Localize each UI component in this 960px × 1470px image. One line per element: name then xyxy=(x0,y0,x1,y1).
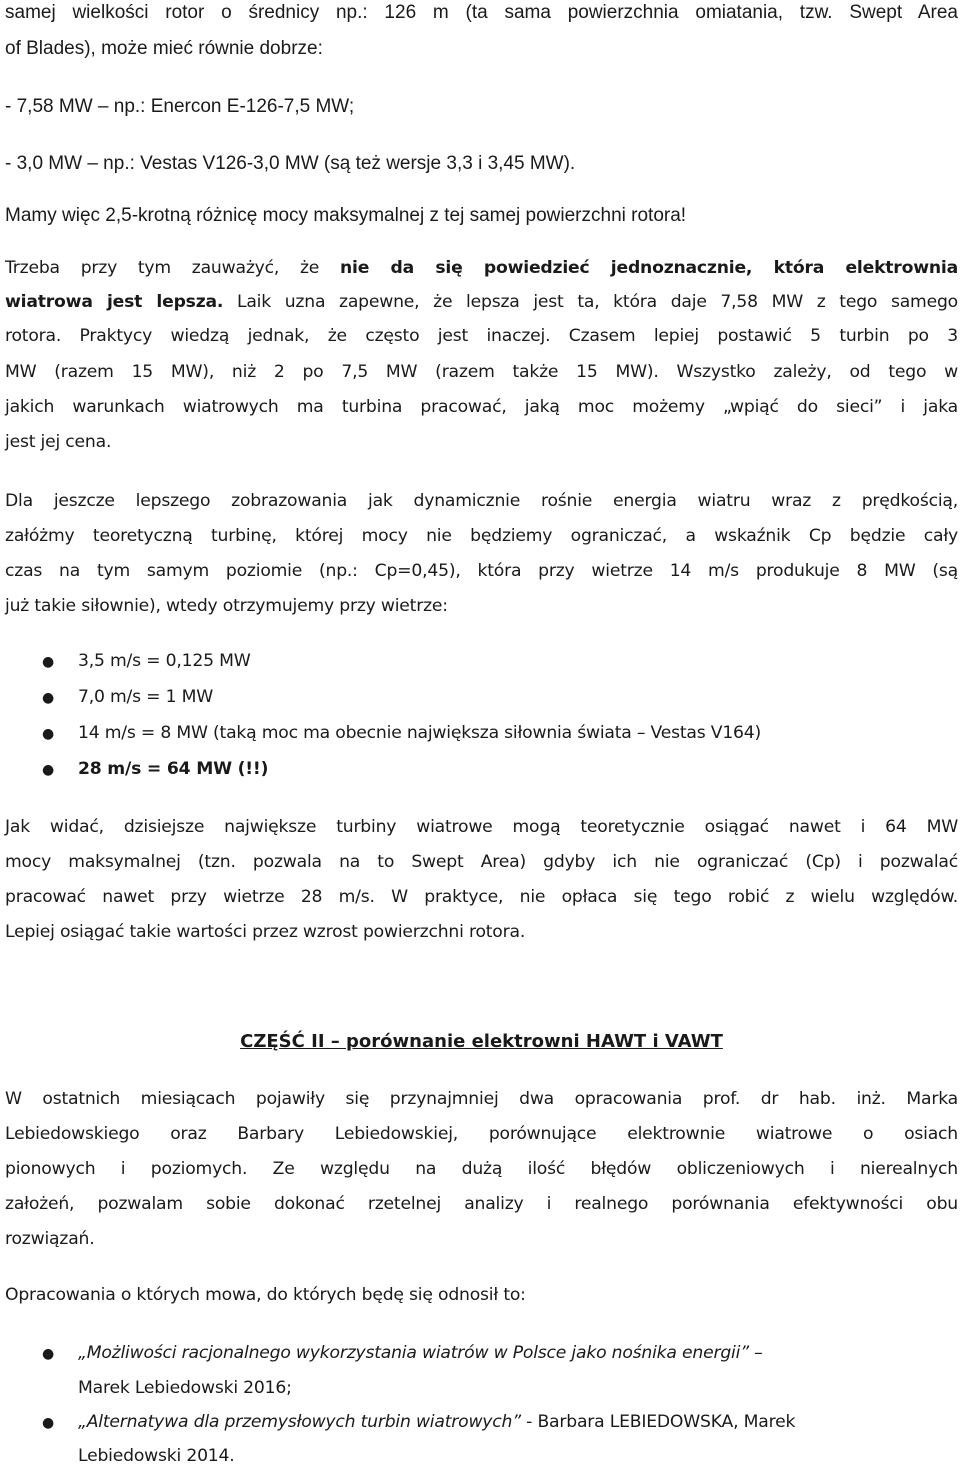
paragraph-line: rotora. Praktycy wiedzą jednak, że często jest inaczej. Czasem lepiej postawić 5 turbin po 3 xyxy=(5,326,958,346)
reference-item-line2: Lebiedowski 2014. xyxy=(78,1446,235,1466)
paragraph-line: Opracowania o których mowa, do których będę się odnosił to: xyxy=(5,1285,526,1305)
text-line: samej wielkości rotor o średnicy np.: 126 m (ta sama powierzchnia omiatania, tzw. Swept Area xyxy=(5,2,958,23)
paragraph-line: W ostatnich miesiącach pojawiły się przynajmniej dwa opracowania prof. dr hab. inż. Marka xyxy=(5,1089,958,1109)
list-item: 28 m/s = 64 MW (!!) xyxy=(78,759,269,779)
paragraph-line: pracować nawet przy wietrze 28 m/s. W praktyce, nie opłaca się tego robić z wielu względów. xyxy=(5,887,958,907)
reference-item-line2: Marek Lebiedowski 2016; xyxy=(78,1378,292,1398)
reference-title: „Możliwości racjonalnego wykorzystania wiatrów w Polsce jako nośnika energii” xyxy=(78,1343,749,1363)
reference-item xyxy=(78,1343,763,1363)
bold-text: wiatrowa jest lepsza. xyxy=(5,292,224,312)
paragraph-line: Dla jeszcze lepszego zobrazowania jak dynamicznie rośnie energia wiatru wraz z prędkością, xyxy=(5,491,958,511)
reference-title: „Alternatywa dla przemysłowych turbin wiatrowych” xyxy=(78,1412,521,1432)
list-item: 3,5 m/s = 0,125 MW xyxy=(78,651,251,671)
paragraph-line: jest jej cena. xyxy=(5,432,112,452)
paragraph-line: załóżmy teoretyczną turbinę, której mocy nie będziemy ograniczać, a wskaźnik Cp będzie cały xyxy=(5,526,958,546)
text-line: - 3,0 MW – np.: Vestas V126-3,0 MW (są też wersje 3,3 i 3,45 MW). xyxy=(5,153,576,174)
paragraph-line: jakich warunkach wiatrowych ma turbina pracować, jaką moc możemy „wpiąć do sieci” i jaka xyxy=(5,397,958,417)
bullet-icon: ● xyxy=(42,726,55,742)
list-item: 7,0 m/s = 1 MW xyxy=(78,687,214,707)
reference-item xyxy=(78,1412,795,1432)
paragraph-line xyxy=(5,258,958,278)
paragraph-line: rozwiązań. xyxy=(5,1229,95,1249)
paragraph-line xyxy=(5,292,958,312)
paragraph-line: Lebiedowskiego oraz Barbary Lebiedowskiej, porównujące elektrownie wiatrowe o osiach xyxy=(5,1124,958,1144)
paragraph-line: czas na tym samym poziomie (np.: Cp=0,45), która przy wietrze 14 m/s produkuje 8 MW (są xyxy=(5,561,958,581)
text-span: Trzeba przy tym zauważyć, że xyxy=(5,258,340,278)
paragraph-line: Lepiej osiągać takie wartości przez wzrost powierzchni rotora. xyxy=(5,922,526,942)
text-line: - 7,58 MW – np.: Enercon E-126-7,5 MW; xyxy=(5,96,355,117)
bold-text: nie da się powiedzieć jednoznacznie, która elektrownia xyxy=(339,258,958,278)
section-heading: CZĘŚĆ II – porównanie elektrowni HAWT i VAWT xyxy=(240,1031,723,1052)
paragraph-line: mocy maksymalnej (tzn. pozwala na to Swept Area) gdyby ich nie ograniczać (Cp) i pozwalać xyxy=(5,852,958,872)
list-item: 14 m/s = 8 MW (taką moc ma obecnie największa siłownia świata – Vestas V164) xyxy=(78,723,762,743)
text-line: of Blades), może mieć równie dobrze: xyxy=(5,38,323,59)
bullet-icon: ● xyxy=(42,1346,55,1362)
text-span: Laik uzna zapewne, że lepsza jest ta, która daje 7,58 MW z tego samego xyxy=(223,292,958,312)
bullet-icon: ● xyxy=(42,1415,55,1431)
text-span: – xyxy=(748,1343,763,1363)
text-line: Mamy więc 2,5-krotną różnicę mocy maksymalnej z tej samej powierzchni rotora! xyxy=(5,205,687,226)
text-span: - Barbara LEBIEDOWSKA, Marek xyxy=(520,1412,796,1432)
bullet-icon: ● xyxy=(42,690,55,706)
paragraph-line: Jak widać, dzisiejsze największe turbiny wiatrowe mogą teoretycznie osiągać nawet i 64 MW xyxy=(5,817,958,837)
bullet-icon: ● xyxy=(42,762,55,778)
paragraph-line: MW (razem 15 MW), niż 2 po 7,5 MW (razem także 15 MW). Wszystko zależy, od tego w xyxy=(5,362,958,382)
paragraph-line: pionowych i poziomych. Ze względu na dużą ilość błędów obliczeniowych i nierealnych xyxy=(5,1159,958,1179)
paragraph-line: założeń, pozwalam sobie dokonać rzetelnej analizy i realnego porównania efektywności obu xyxy=(5,1194,958,1214)
paragraph-line: już takie siłownie), wtedy otrzymujemy przy wietrze: xyxy=(5,596,448,616)
bullet-icon: ● xyxy=(42,654,55,670)
